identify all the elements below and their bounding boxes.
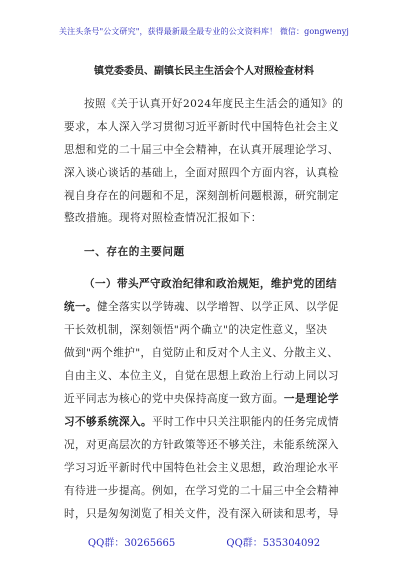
intro-line: 按照《关于认真开好2024年度民主生活会的通知》的	[84, 98, 344, 110]
footer	[0, 534, 408, 549]
body-line: 自由主义、本位主义，自觉在思想上政治上行动上同以习	[64, 370, 339, 382]
intro-line: 深入谈心谈话的基础上，全面对照四个方面内容，认真检	[64, 167, 339, 179]
body-line	[64, 414, 339, 429]
header-banner: 关注头条号"公文研究"，获得最新最全最专业的公文资料库！ 微信：gongwenyj	[59, 27, 349, 36]
body-line: 况，对更高层次的方针政策等还不够关注，未能系统深入	[64, 439, 339, 451]
subsection-title	[84, 276, 337, 291]
intro-line: 要求，本人深入学习贯彻习近平新时代中国特色社会主义	[64, 121, 339, 133]
footer-qq-group-2: QQ群：535304092	[226, 538, 321, 549]
footer-qq-group-1: QQ群：30265665	[87, 538, 176, 549]
section-heading: 一、存在的主要问题	[84, 246, 185, 258]
body-text: 健全落实以学铸魂、以学增智、以学正风、以学促	[96, 301, 339, 313]
intro-line: 整改措施。现将对照检查情况汇报如下：	[64, 212, 262, 224]
body-line: 干长效机制，深刻领悟"两个确立"的决定性意义，坚决	[64, 324, 328, 336]
body-line: 时，只是匆匆浏览了相关文件，没有深入研读和思考，导	[64, 508, 339, 520]
intro-line: 视自身存在的问题和不足，深刻剖析问题根源，研究制定	[64, 190, 339, 202]
intro-line: 思想和党的二十届三中全会精神，在认真开展理论学习、	[64, 144, 339, 156]
body-text: 平时工作中只关注职能内的任务完成情	[151, 416, 339, 428]
point-title-bold-end: 习不够系统深入。	[64, 416, 152, 428]
subsection-title-bold-end: 统一。	[64, 301, 97, 313]
body-line: 有待进一步提高。例如，在学习党的二十届三中全会精神	[64, 485, 339, 497]
document-title: 镇党委委员、副镇长民主生活会个人对照检查材料	[94, 66, 314, 77]
body-line	[64, 299, 339, 314]
body-line	[64, 391, 339, 406]
body-text: 近平同志为核心的党中央保持高度一致方面。	[64, 393, 284, 405]
body-line: 学习习近平新时代中国特色社会主义思想，政治理论水平	[64, 462, 339, 474]
body-line: 做到"两个维护"，自觉防止和反对个人主义、分散主义、	[64, 347, 339, 359]
subsection-title-bold: （一）带头严守政治纪律和政治规矩，维护党的团结	[84, 278, 337, 290]
point-title-bold: 一是理论学	[283, 393, 339, 405]
